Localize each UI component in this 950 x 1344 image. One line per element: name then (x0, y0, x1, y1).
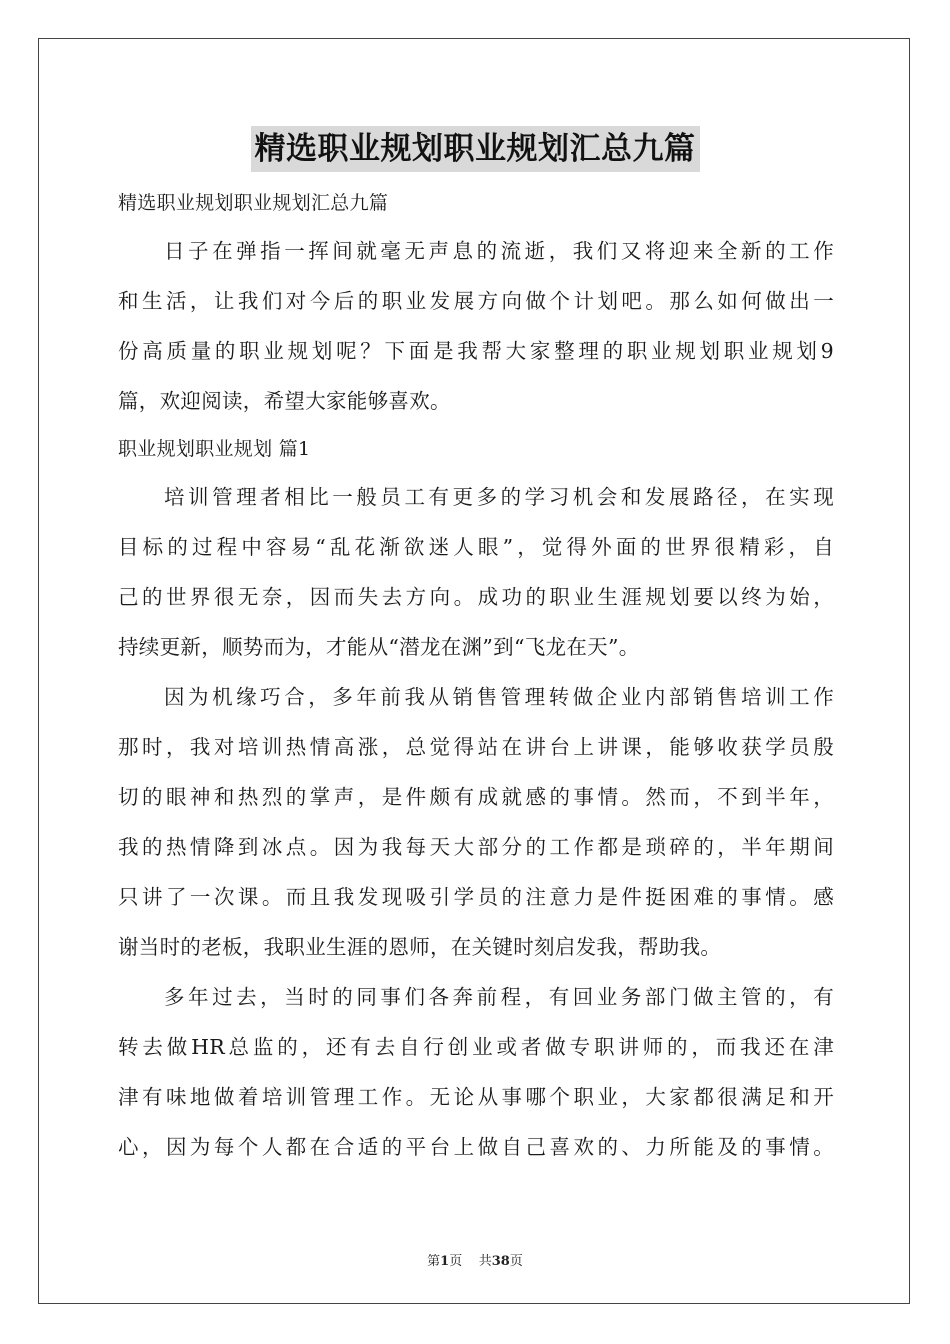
paragraph-3 (118, 972, 834, 1172)
page-label-suffix: 页 (449, 1254, 463, 1269)
section-heading: 职业规划职业规划 篇1 (118, 438, 311, 460)
paragraph-line: 津有味地做着培训管理工作。无论从事哪个职业，大家都很满足和开 (118, 1085, 834, 1109)
paragraph-line: 只讲了一次课。而且我发现吸引学员的注意力是件挺困难的事情。感 (118, 885, 834, 909)
paragraph-line: 那时，我对培训热情高涨，总觉得站在讲台上讲课，能够收获学员殷 (118, 735, 834, 759)
total-prefix: 共 (478, 1254, 492, 1269)
intro-paragraph (118, 226, 834, 426)
document-subtitle: 精选职业规划职业规划汇总九篇 (118, 192, 389, 214)
total-pages: 38 (491, 1254, 510, 1269)
document-body (118, 180, 834, 1172)
page-number: 1 (440, 1254, 450, 1269)
paragraph-line: 日子在弹指一挥间就毫无声息的流逝，我们又将迎来全新的工作 (164, 239, 834, 263)
paragraph-line: 和生活，让我们对今后的职业发展方向做个计划吧。那么如何做出一 (118, 289, 834, 313)
paragraph-line: 心，因为每个人都在合适的平台上做自己喜欢的、力所能及的事情。 (118, 1135, 834, 1159)
paragraph-line: 谢当时的老板，我职业生涯的恩师，在关键时刻启发我，帮助我。 (118, 935, 722, 959)
paragraph-line: 己的世界很无奈，因而失去方向。成功的职业生涯规划要以终为始， (118, 585, 834, 609)
page-footer (0, 1250, 950, 1269)
paragraph-line: 培训管理者相比一般员工有更多的学习机会和发展路径，在实现 (164, 485, 834, 509)
paragraph-line: 份高质量的职业规划呢？下面是我帮大家整理的职业规划职业规划9 (118, 339, 834, 363)
document-title: 精选职业规划职业规划汇总九篇 (251, 126, 700, 172)
page-label-prefix: 第 (427, 1254, 441, 1269)
paragraph-line: 持续更新，顺势而为，才能从“潜龙在渊”到“飞龙在天”。 (118, 635, 640, 659)
paragraph-line: 我的热情降到冰点。因为我每天大部分的工作都是琐碎的，半年期间 (118, 835, 834, 859)
paragraph-1 (118, 472, 834, 672)
paragraph-line: 多年过去，当时的同事们各奔前程，有回业务部门做主管的，有 (164, 985, 834, 1009)
paragraph-line: 因为机缘巧合，多年前我从销售管理转做企业内部销售培训工作 (164, 685, 834, 709)
paragraph-2 (118, 672, 834, 972)
paragraph-line: 目标的过程中容易“乱花渐欲迷人眼”，觉得外面的世界很精彩，自 (118, 535, 834, 559)
total-suffix: 页 (509, 1254, 523, 1269)
paragraph-line: 切的眼神和热烈的掌声，是件颇有成就感的事情。然而，不到半年， (118, 785, 834, 809)
title-container (0, 126, 950, 172)
paragraph-line: 篇，欢迎阅读，希望大家能够喜欢。 (118, 389, 451, 413)
paragraph-line: 转去做HR总监的，还有去自行创业或者做专职讲师的，而我还在津 (118, 1035, 834, 1059)
